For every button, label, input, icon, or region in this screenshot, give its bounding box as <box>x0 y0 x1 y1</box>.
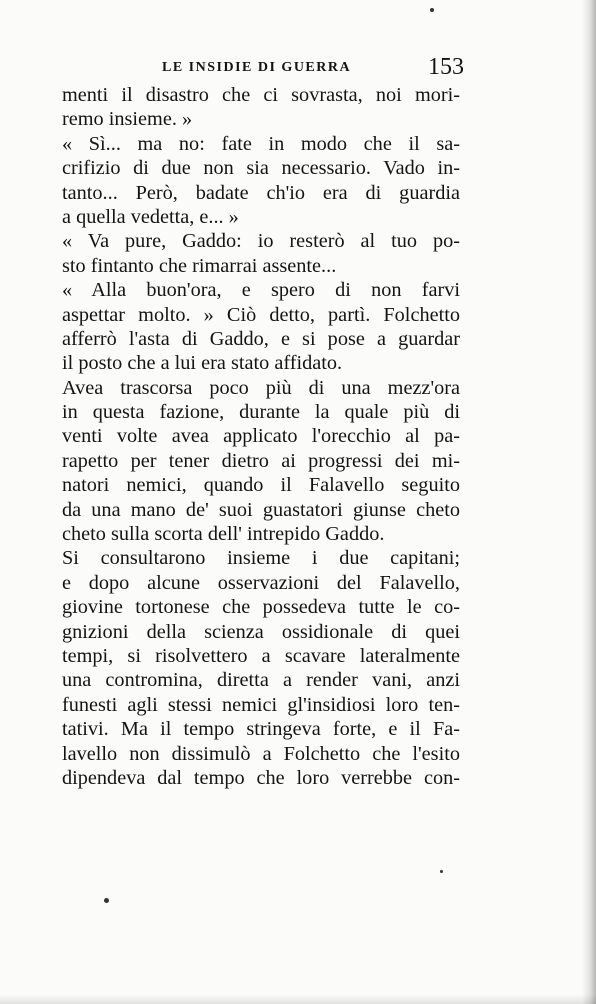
text-line: venti volte avea applicato l'orecchio al pa- <box>62 425 460 448</box>
text-line: tanto... Però, badate ch'io era di guardia <box>62 181 460 204</box>
text-line: funesti agli stessi nemici gl'insidiosi loro ten- <box>62 693 460 716</box>
text-line: Si consultarono insieme i due capitani; <box>62 547 460 570</box>
page-bottom-edge <box>0 994 596 1004</box>
print-speck <box>104 898 109 903</box>
print-speck <box>430 8 434 12</box>
text-line: « Alla buon'ora, e spero di non farvi <box>62 279 460 302</box>
text-line: tativi. Ma il tempo stringeva forte, e il Fa- <box>62 718 460 741</box>
text-line: remo insieme. » <box>62 108 193 131</box>
running-title: LE INSIDIE DI GUERRA <box>162 60 352 75</box>
text-line: da una mano de' suoi guastatori giunse cheto <box>62 498 460 521</box>
text-line: rapetto per tener dietro ai progressi dei mi- <box>62 449 460 472</box>
text-line: il posto che a lui era stato affidato. <box>62 352 343 375</box>
text-line: « Sì... ma no: fate in modo che il sa- <box>62 132 460 155</box>
text-line: dipendeva dal tempo che loro verrebbe con- <box>62 766 460 789</box>
text-line: aspettar molto. » Ciò detto, partì. Folchetto <box>62 303 460 326</box>
text-line: a quella vedetta, e... » <box>62 205 239 228</box>
text-line: Avea trascorsa poco più di una mezz'ora <box>62 376 460 399</box>
text-line: « Va pure, Gaddo: io resterò al tuo po- <box>62 230 460 253</box>
text-line: una contromina, diretta a render vani, anzi <box>62 669 460 692</box>
text-line: crifizio di due non sia necessario. Vado in- <box>62 157 460 180</box>
text-line: tempi, si risolvettero a scavare lateralmente <box>62 644 460 667</box>
body-text <box>62 83 460 790</box>
text-line: lavello non dissimulò a Folchetto che l'esito <box>62 742 460 765</box>
text-line: in questa fazione, durante la quale più di <box>62 401 460 424</box>
print-speck <box>440 870 443 873</box>
text-line: e dopo alcune osservazioni del Falavello, <box>62 571 460 594</box>
text-line: natori nemici, quando il Falavello seguito <box>62 474 460 497</box>
text-line: afferrò l'asta di Gaddo, e si pose a guardar <box>62 327 460 350</box>
page-spine-shadow <box>582 0 596 1004</box>
page-number: 153 <box>428 54 464 80</box>
page-header <box>62 54 462 84</box>
text-line: gnizioni della scienza ossidionale di quei <box>62 620 460 643</box>
text-line: cheto sulla scorta dell' intrepido Gaddo. <box>62 523 385 546</box>
text-line: giovine tortonese che possedeva tutte le co- <box>62 596 460 619</box>
text-line: sto fintanto che rimarrai assente... <box>62 254 337 277</box>
text-line: menti il disastro che ci sovrasta, noi mori- <box>62 84 460 106</box>
